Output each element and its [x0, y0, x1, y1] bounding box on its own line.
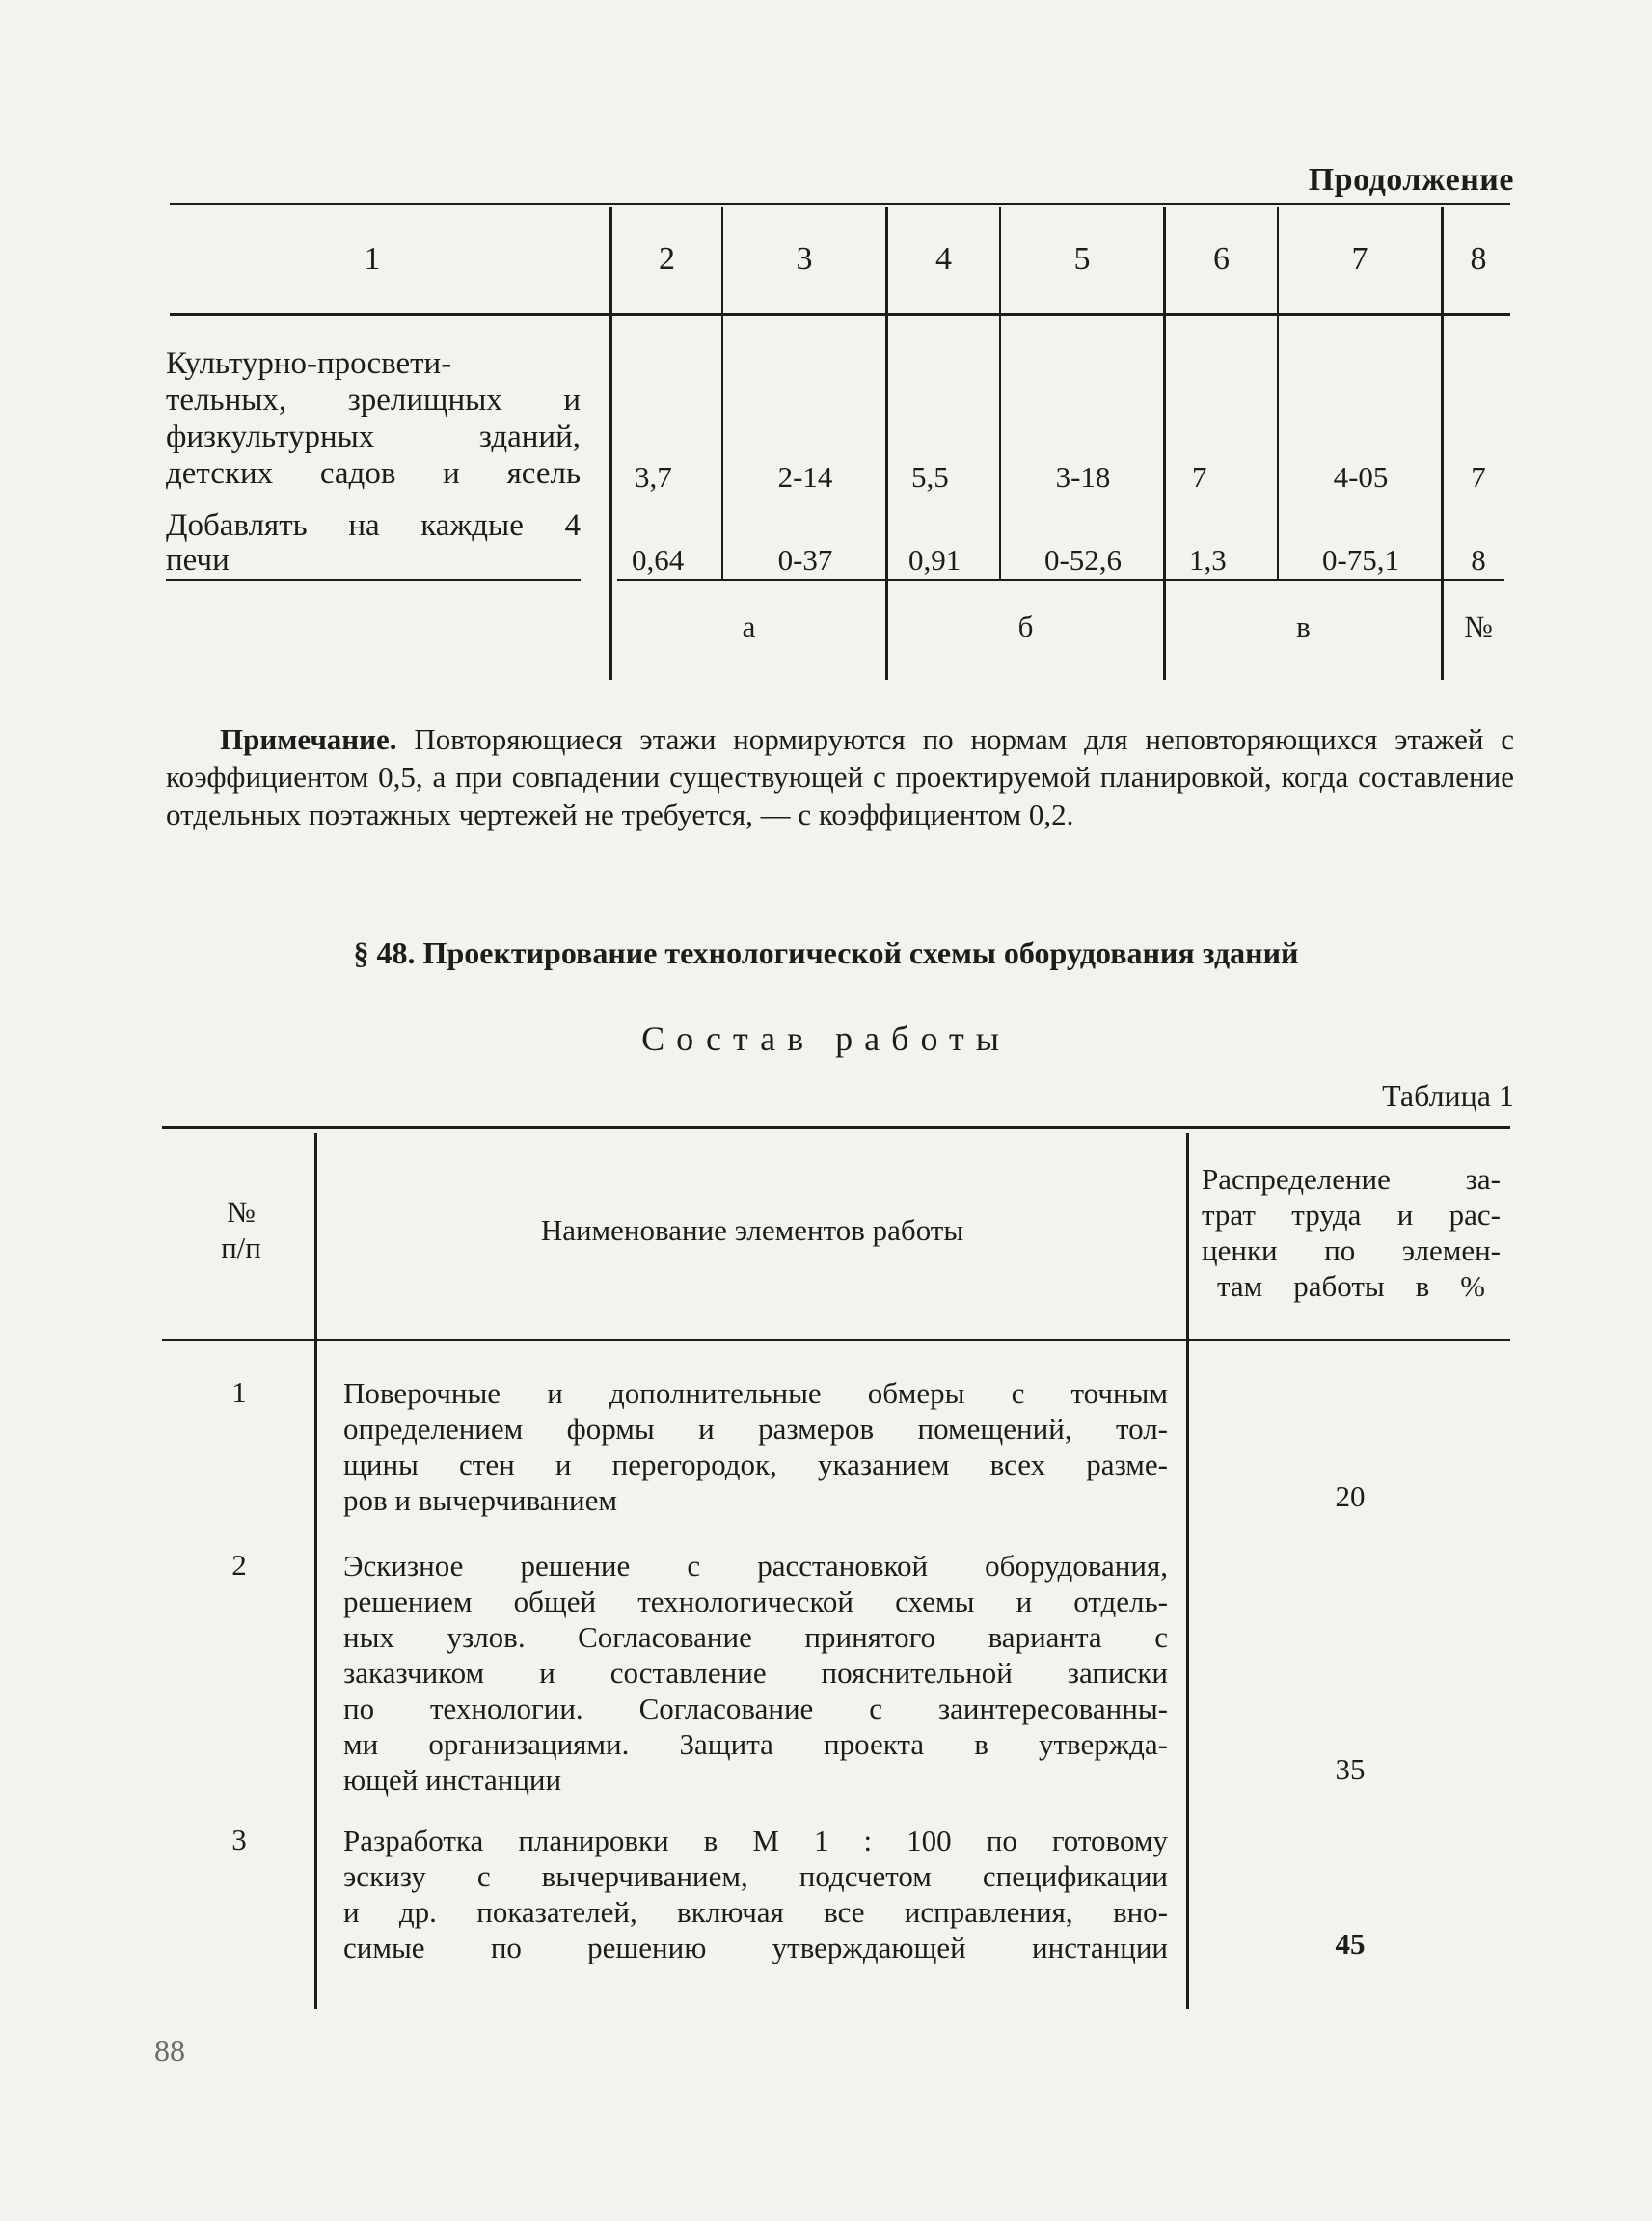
composition-title: Состав работы [641, 1019, 1011, 1058]
top-table-value: 2-14 [777, 460, 833, 494]
work-row-text-line: определением формы и размеров помещений, тол- [343, 1412, 1168, 1446]
top-table-header-cell: 5 [1073, 241, 1091, 277]
work-row-text-line: ющей инстанции [343, 1763, 562, 1797]
top-table-footer-cell: в [1296, 609, 1311, 643]
work-table-col-pct: Распределение за- [1202, 1162, 1501, 1196]
work-table-col-name: Наименование элементов работы [540, 1213, 964, 1247]
top-table-header-cell: 8 [1470, 241, 1487, 277]
work-row-text-line: ров и вычерчиванием [343, 1483, 617, 1517]
work-row-text-line: Разработка планировки в М 1 : 100 по готовому [343, 1824, 1168, 1857]
work-row-text-line: заказчиком и составление пояснительной записки [343, 1656, 1168, 1690]
work-row-pct: 45 [1335, 1927, 1366, 1961]
work-table-col-num: п/п [221, 1231, 261, 1264]
top-table-value: 0-52,6 [1043, 543, 1123, 577]
top-table-header-cell: 3 [796, 241, 813, 277]
top-table-value: 0,91 [908, 543, 961, 577]
work-table-col-pct: там работы в % [1217, 1269, 1485, 1303]
work-table-col-num: № [227, 1195, 256, 1229]
work-table-col-pct: трат труда и рас- [1202, 1198, 1501, 1232]
work-row-text-line: симые по решению утверждающей инстанции [343, 1931, 1168, 1964]
top-table-row-label: печи [166, 543, 230, 578]
work-row-pct: 20 [1335, 1479, 1366, 1513]
top-table-rule-top [170, 203, 1510, 205]
work-row-text-line: по технологии. Согласование с заинтересованны- [343, 1692, 1168, 1725]
note-text: Повторяющиеся этажи нормируются по нормам для неповторяющихся этажей с коэффициентом 0,5, а при совпадении существующей с проектируемой планировкой, когда составление отдельных поэтажных чертежей не требуется, — с коэффициентом 0,2. [166, 722, 1514, 831]
top-table-row-label: тельных, зрелищных и [166, 383, 581, 418]
work-row-text-line: щины стен и перегородок, указанием всех разме- [343, 1448, 1168, 1481]
top-table-value: 4-05 [1333, 460, 1389, 494]
section-title: § 48. Проектирование технологической схемы оборудования зданий [353, 935, 1299, 970]
top-table-row-label: физкультурных зданий, [166, 420, 581, 454]
work-row-text-line: ми организациями. Защита проекта в утвержда- [343, 1727, 1168, 1761]
top-table-rule-header [170, 313, 1510, 316]
work-row-text-line: Поверочные и дополнительные обмеры с точным [343, 1376, 1168, 1410]
top-table-value: 1,3 [1189, 543, 1227, 577]
work-row-num: 2 [231, 1548, 247, 1582]
top-table-row-label: Культурно-просвети- [166, 346, 452, 381]
top-table-footer-cell: а [742, 609, 756, 643]
top-table-value: 0,64 [632, 543, 685, 577]
continuation-label: Продолжение [1308, 162, 1514, 198]
top-table-footer-cell: б [1017, 609, 1034, 643]
work-table-vline-num [314, 1133, 317, 2009]
work-table-rule-header [162, 1339, 1510, 1341]
work-row-pct: 35 [1335, 1752, 1366, 1786]
work-row-text-line: эскизу с вычерчиванием, подсчетом спецификации [343, 1859, 1168, 1893]
top-table-header-cell: 1 [364, 241, 381, 277]
work-table-vline-pct [1186, 1133, 1189, 2009]
top-table-value: 0-37 [777, 543, 833, 577]
top-table-value: 5,5 [911, 460, 949, 494]
work-row-num: 3 [231, 1823, 247, 1856]
top-table-row-label: детских садов и ясель [166, 456, 581, 491]
top-table-rule-stub-bottom [166, 579, 581, 581]
work-table-col-pct: ценки по элемен- [1202, 1233, 1501, 1267]
top-table-row-label: Добавлять на каждые 4 [166, 508, 581, 543]
work-row-num: 1 [231, 1375, 247, 1409]
table-label: Таблица 1 [1382, 1078, 1514, 1113]
work-row-text-line: решением общей технологической схемы и отдель- [343, 1584, 1168, 1618]
page-number: 88 [154, 2033, 185, 2068]
top-table-value: 7 [1471, 460, 1486, 494]
work-row-text-line: ных узлов. Согласование принятого варианта с [343, 1620, 1168, 1654]
note-paragraph [166, 720, 1514, 833]
work-row-text-line: Эскизное решение с расстановкой оборудования, [343, 1549, 1168, 1583]
top-table-header-cell: 4 [935, 241, 952, 277]
work-row-text-line: и др. показателей, включая все исправления, вно- [343, 1895, 1168, 1929]
top-table-value: 8 [1471, 543, 1486, 577]
top-table-value: 7 [1192, 460, 1207, 494]
top-table-rule-values-bottom [617, 579, 1504, 581]
top-table-header-cell: 2 [659, 241, 675, 277]
top-table-header-cell: 7 [1351, 241, 1368, 277]
work-table-rule-top [162, 1126, 1510, 1129]
top-table-header-cell: 6 [1213, 241, 1230, 277]
top-table-value: 3-18 [1055, 460, 1111, 494]
top-table-value: 0-75,1 [1321, 543, 1400, 577]
top-table-footer-cell: № [1464, 609, 1493, 643]
note-lead: Примечание. [220, 722, 397, 756]
top-table-value: 3,7 [635, 460, 672, 494]
